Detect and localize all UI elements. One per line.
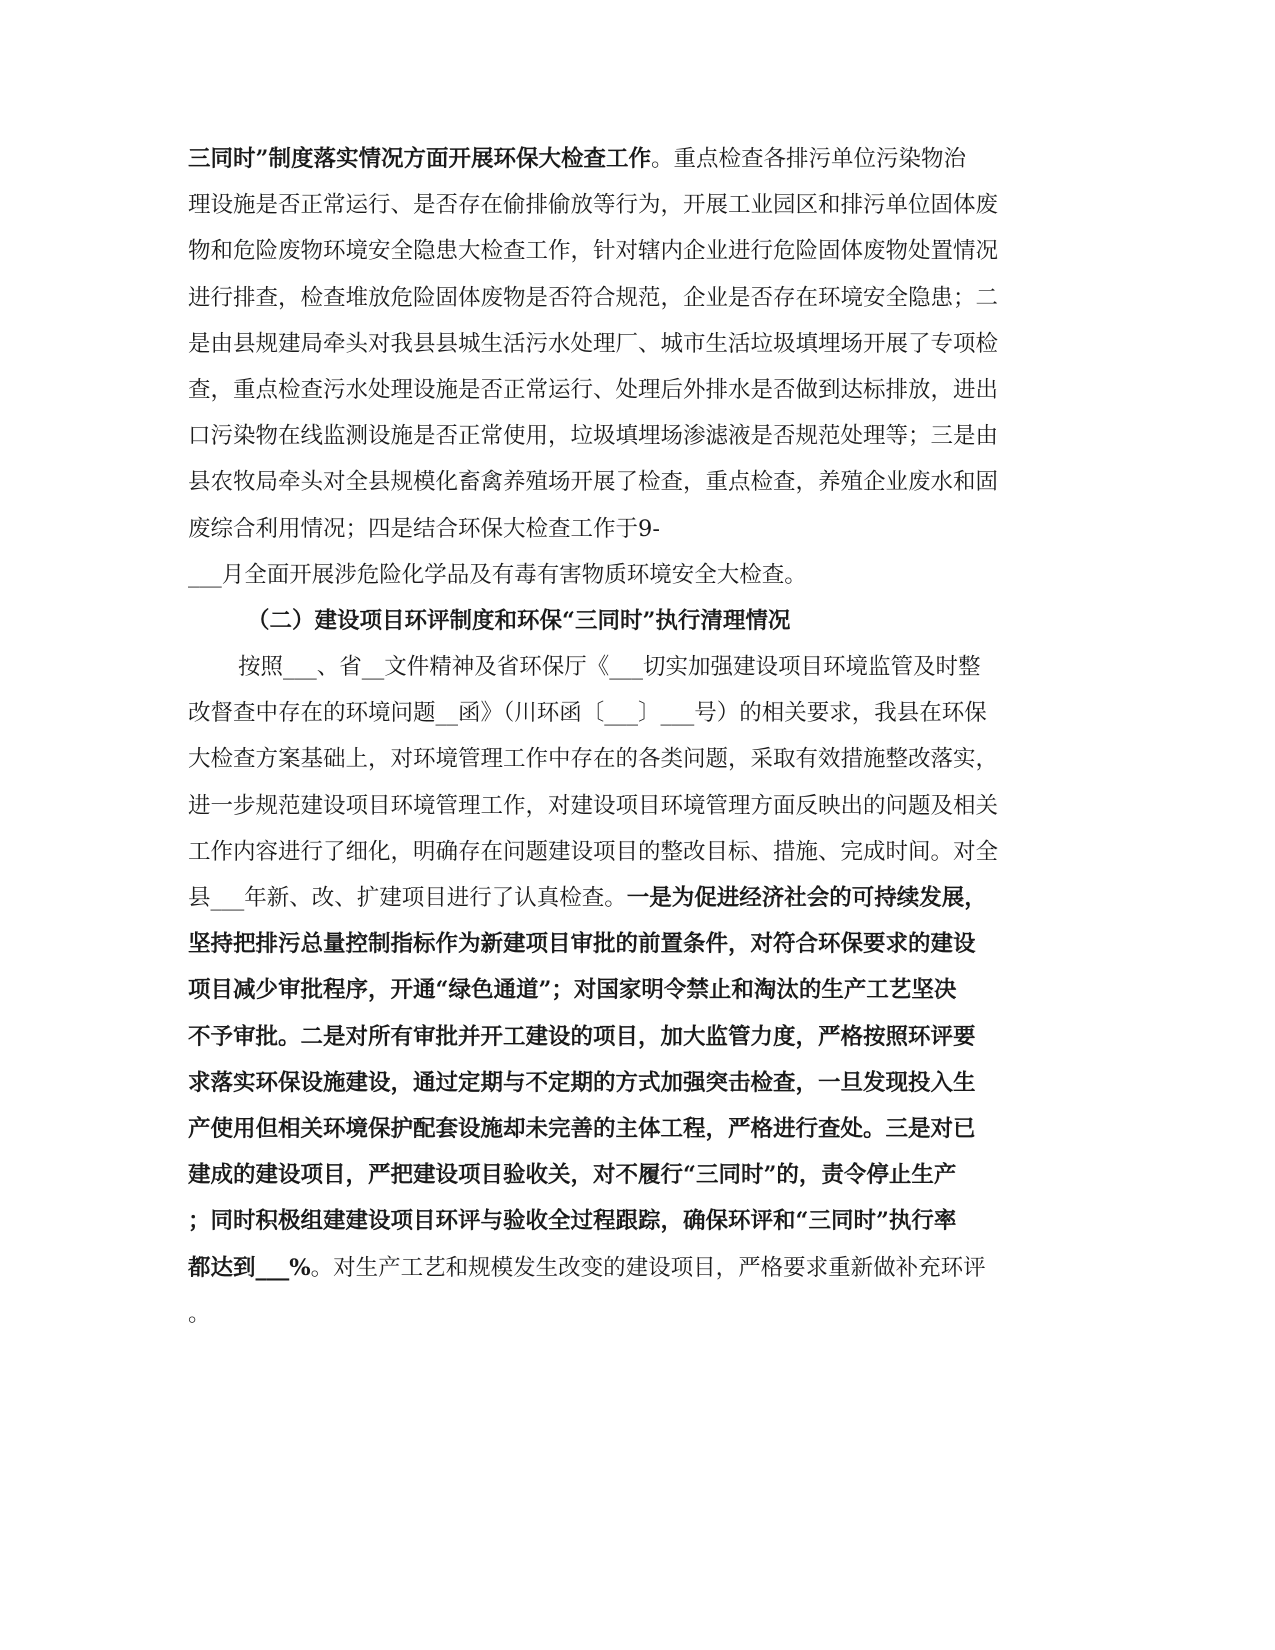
text-line	[188, 1206, 1088, 1236]
bold-text-run: 产使用但相关环境保护配套设施却未完善的主体工程，严格进行查处。三是对已	[188, 1116, 976, 1142]
text-run: 查，重点检查污水处理设施是否正常运行、处理后外排水是否做到达标排放，进出	[188, 377, 999, 403]
text-line	[188, 467, 1088, 497]
text-run: 工作内容进行了细化，明确存在问题建设项目的整改目标、措施、完成时间。对全	[188, 838, 999, 865]
text-run: 县___年新、改、扩建项目进行了认真检查。	[188, 885, 627, 911]
bold-text-run: 求落实环保设施建设，通过定期与不定期的方式加强突击检查，一旦发现投入生	[188, 1069, 976, 1096]
text-line	[238, 652, 1088, 682]
text-run: 大检查方案基础上，对环境管理工作中存在的各类问题，采取有效措施整改落实，	[188, 746, 999, 773]
bold-text-run: 不予审批。二是对所有审批并开工建设的项目，加大监管力度，严格按照环评要	[188, 1023, 976, 1050]
text-run: 。对生产工艺和规模发生改变的建设项目，严格要求重新做补充环评	[310, 1254, 986, 1281]
text-run: 口污染物在线监测设施是否正常使用，垃圾填埋场渗滤液是否规范处理等；三是由	[188, 423, 999, 450]
text-run: 理设施是否正常运行、是否存在偷排偷放等行为，开展工业园区和排污单位固体废	[188, 192, 999, 219]
section-heading: （二）建设项目环评制度和环保“三同时”执行清理情况	[247, 608, 791, 634]
bold-text-run: 三同时”制度落实情况方面开展环保大检查工作	[188, 146, 651, 172]
bold-text-run: 都达到___%	[188, 1254, 311, 1281]
text-run: 改督查中存在的环境问题__函》（川环函〔___〕___号）的相关要求，我县在环保	[188, 700, 987, 727]
text-line	[188, 1114, 1088, 1144]
text-run: 废综合利用情况；四是结合环保大检查工作于9-	[188, 515, 660, 542]
text-line	[188, 1022, 1088, 1052]
text-line	[188, 283, 1088, 313]
bold-text-run: 建成的建设项目，严把建设项目验收关，对不履行“三同时”的，责令停止生产	[188, 1162, 957, 1189]
text-run: 。	[188, 1300, 211, 1327]
text-run: 按照___、省__文件精神及省环保厅《___切实加强建设项目环境监管及时整	[238, 654, 981, 680]
text-run: 县农牧局牵头对全县规模化畜禽养殖场开展了检查，重点检查，养殖企业废水和固	[188, 469, 999, 496]
bold-text-run: 项目减少审批程序，开通“绿色通道”；对国家明令禁止和淘汰的生产工艺坚决	[188, 977, 957, 1004]
text-line	[188, 421, 1088, 451]
text-line	[188, 975, 1088, 1005]
text-line	[188, 1160, 1088, 1190]
text-line	[188, 375, 1088, 405]
text-line	[188, 1299, 1088, 1329]
text-line	[188, 1253, 1088, 1283]
text-run: 进一步规范建设项目环境管理工作，对建设项目环境管理方面反映出的问题及相关	[188, 792, 999, 819]
text-line	[188, 236, 1088, 266]
text-run: ___月全面开展涉危险化学品及有毒有害物质环境安全大检查。	[188, 561, 807, 588]
text-line	[188, 514, 1088, 544]
text-line	[188, 883, 1088, 913]
text-line	[188, 791, 1088, 821]
bold-text-run: 一是为促进经济社会的可持续发展，	[626, 885, 987, 911]
bold-text-run: ；同时积极组建建设项目环评与验收全过程跟踪，确保环评和“三同时”执行率	[188, 1208, 957, 1235]
text-line	[188, 744, 1088, 774]
text-run: 物和危险废物环境安全隐患大检查工作，针对辖内企业进行危险固体废物处置情况	[188, 238, 999, 265]
text-line	[188, 1068, 1088, 1098]
text-line	[188, 329, 1088, 359]
text-line	[188, 837, 1088, 867]
bold-text-run: 坚持把排污总量控制指标作为新建项目审批的前置条件，对符合环保要求的建设	[188, 931, 976, 958]
text-line	[188, 144, 1088, 174]
text-line	[188, 698, 1088, 728]
text-line	[188, 929, 1088, 959]
text-run: 是由县规建局牵头对我县县城生活污水处理厂、城市生活垃圾填埋场开展了专项检	[188, 330, 999, 357]
text-line	[188, 560, 1088, 590]
text-run: 。重点检查各排污单位污染物治	[650, 146, 966, 172]
text-run: 进行排查，检查堆放危险固体废物是否符合规范，企业是否存在环境安全隐患；二	[188, 284, 999, 311]
text-line	[188, 190, 1088, 220]
